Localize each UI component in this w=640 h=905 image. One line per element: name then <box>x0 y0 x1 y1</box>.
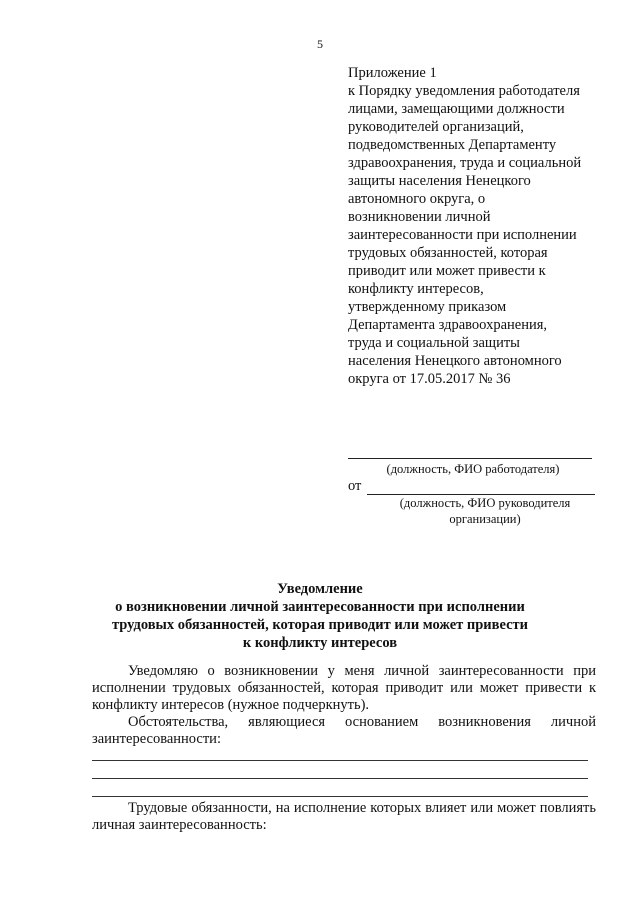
appendix-line: труда и социальной защиты <box>348 335 520 351</box>
appendix-line: Приложение 1 <box>348 65 437 81</box>
head-caption-line: (должность, ФИО руководителя <box>399 496 571 510</box>
appendix-line: утвержденному приказом <box>348 299 507 315</box>
appendix-line: заинтересованности при исполнении <box>348 227 577 243</box>
title-line: к конфликту интересов <box>242 635 398 651</box>
appendix-line: населения Ненецкого автономного <box>348 353 562 369</box>
appendix-line: к Порядку уведомления работодателя <box>348 83 580 99</box>
appendix-line: автономного округа, о <box>348 191 486 207</box>
appendix-line: приводит или может привести к <box>348 263 546 279</box>
appendix-line: округа от 17.05.2017 № 36 <box>348 371 511 387</box>
appendix-line: возникновении личной <box>348 209 491 225</box>
appendix-line: Департамента здравоохранения, <box>348 317 548 333</box>
appendix-line: подведомственных Департаменту <box>348 137 557 153</box>
appendix-line: трудовых обязанностей, которая <box>348 245 548 261</box>
document-title <box>60 580 580 652</box>
head-caption-line: организации) <box>449 512 521 526</box>
notification-paragraph: Уведомляю о возникновении у меня личной заинтересованности при исполнении трудовых обязанностей, которая приводит или может привести к конфликту интересов (нужное подчеркнуть). <box>92 663 596 713</box>
duties-paragraph: Трудовые обязанности, на исполнение которых влияет или может повлиять личная заинтересованность: <box>92 800 596 833</box>
circumstances-blank-line[interactable] <box>92 760 588 761</box>
from-row <box>348 478 595 495</box>
appendix-line: здравоохранения, труда и социальной <box>348 155 582 171</box>
employer-blank-line[interactable] <box>348 440 592 459</box>
head-blank-line[interactable] <box>367 480 595 495</box>
appendix-line: конфликту интересов, <box>348 281 484 297</box>
from-label: от <box>348 478 362 494</box>
appendix-line: защиты населения Ненецкого <box>348 173 531 189</box>
circumstances-paragraph: Обстоятельства, являющиеся основанием возникновения личной заинтересованности: <box>92 714 596 747</box>
title-line: трудовых обязанностей, которая приводит или может привести <box>111 617 529 633</box>
page-number: 5 <box>317 37 323 51</box>
employer-caption: (должность, ФИО работодателя) <box>386 462 560 476</box>
appendix-line: лицами, замещающими должности <box>348 101 565 117</box>
appendix-header <box>348 64 608 388</box>
title-line: о возникновении личной заинтересованности при исполнении <box>115 599 525 615</box>
circumstances-blank-line[interactable] <box>92 796 588 797</box>
appendix-line: руководителей организаций, <box>348 119 524 135</box>
title-line: Уведомление <box>277 581 363 597</box>
head-caption <box>370 495 600 527</box>
employer-signature-block <box>348 440 598 477</box>
circumstances-blank-line[interactable] <box>92 778 588 779</box>
